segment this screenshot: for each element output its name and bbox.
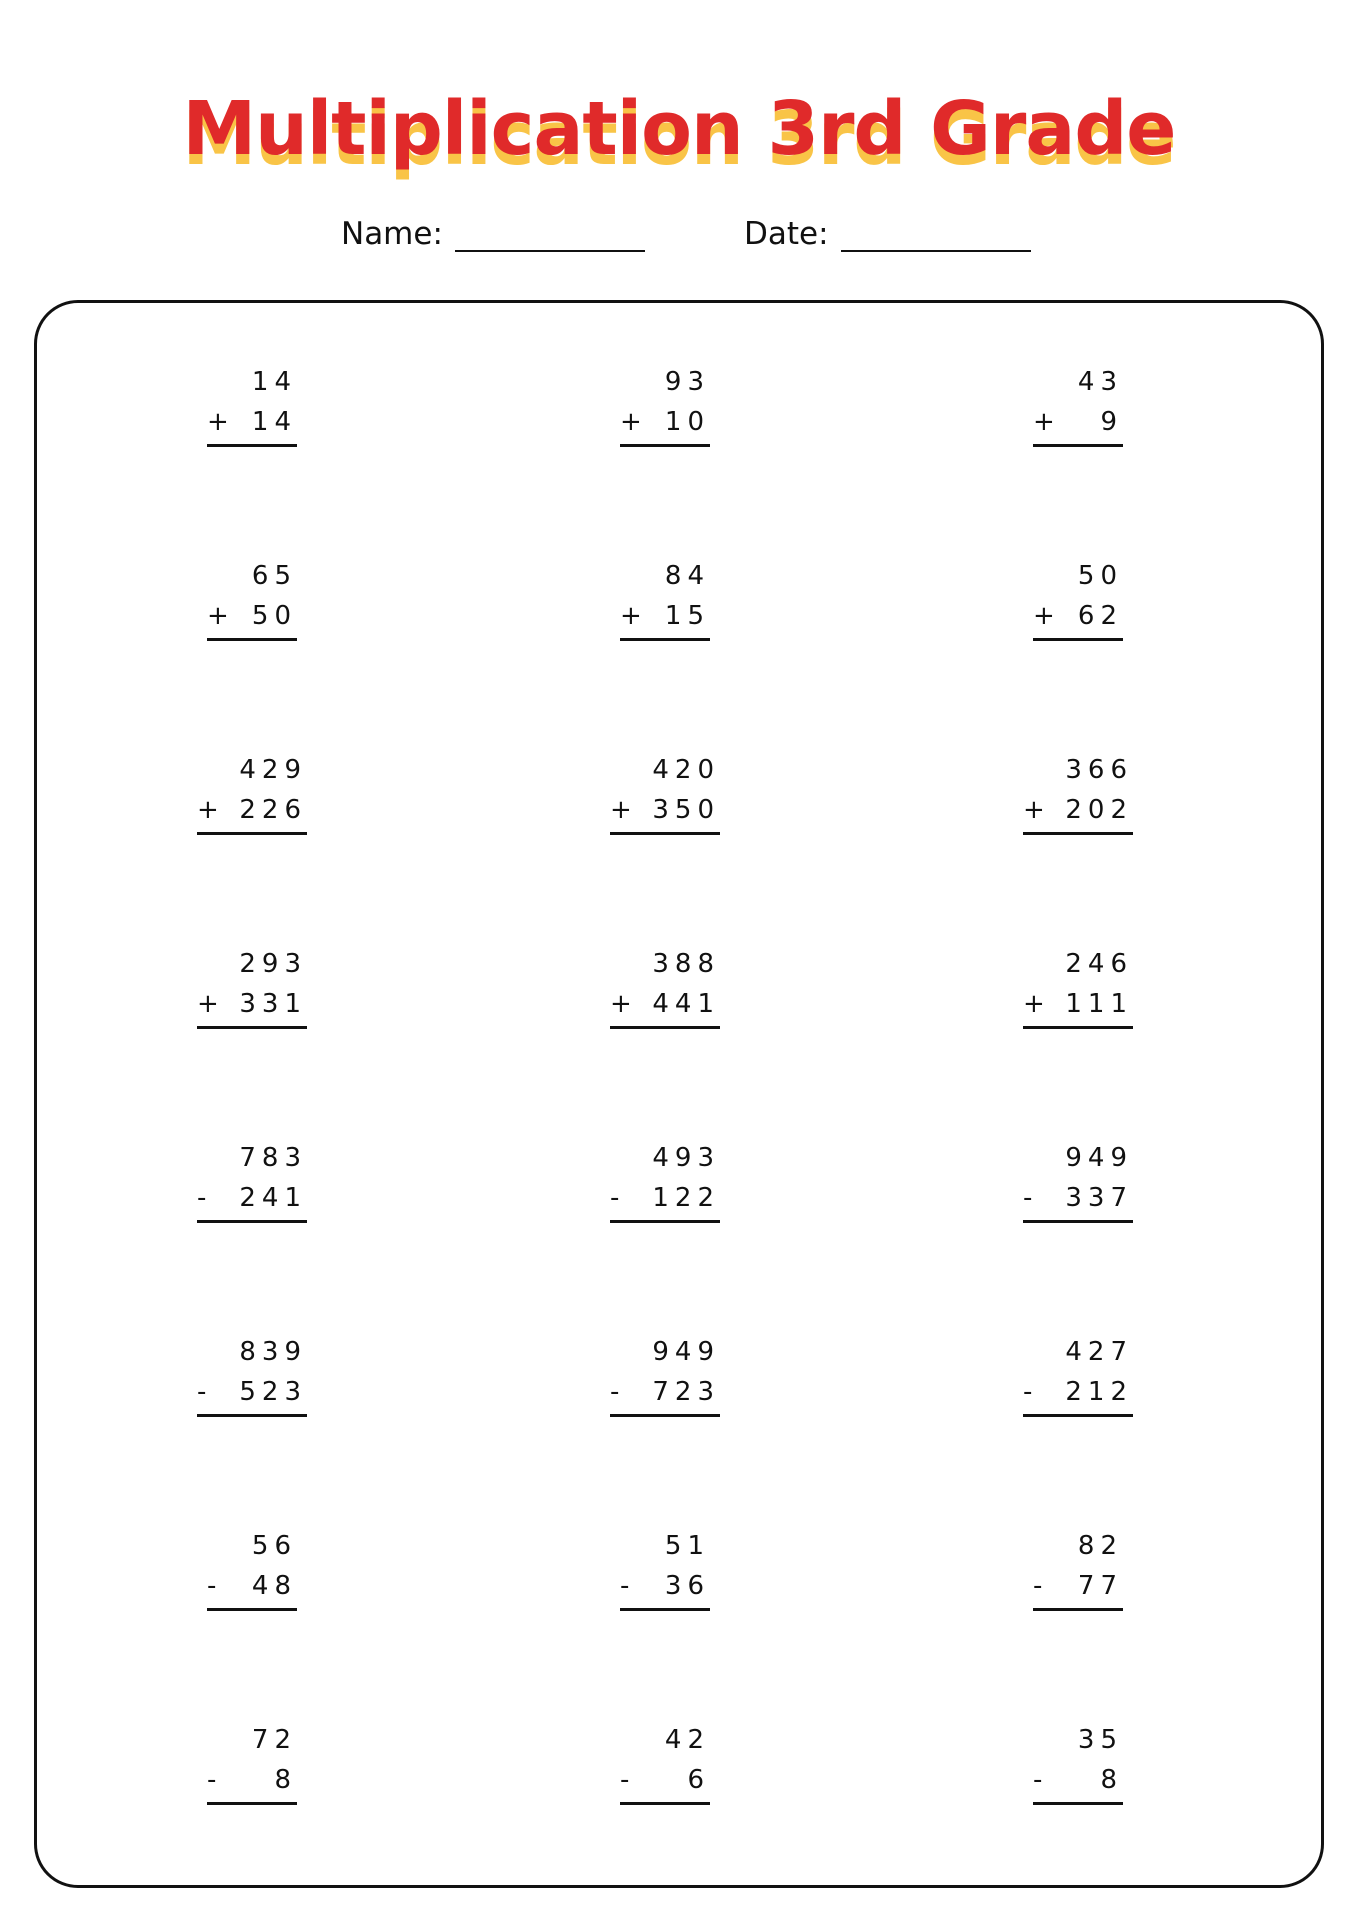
- answer-line[interactable]: [1023, 832, 1133, 835]
- problem-operator: +: [620, 601, 642, 631]
- problem-operator: -: [620, 1571, 630, 1601]
- problem-bottom-number: 523: [239, 1377, 307, 1407]
- problem-bottom-number: 15: [664, 601, 710, 631]
- problem-bottom-number: 48: [251, 1571, 297, 1601]
- problem-operator: +: [1033, 601, 1055, 631]
- problem-top-number: 35: [1077, 1725, 1123, 1755]
- problem-top-number: 839: [239, 1337, 307, 1367]
- problem-top-number: 43: [1077, 367, 1123, 397]
- problem-top-number: 420: [652, 755, 720, 785]
- answer-line[interactable]: [207, 1608, 297, 1611]
- problem-top-number: 82: [1077, 1531, 1123, 1561]
- problem-bottom-number: 202: [1065, 795, 1133, 825]
- problem-10: [197, 944, 307, 1029]
- problem-top-number: 93: [664, 367, 710, 397]
- problem-13: [197, 1138, 307, 1223]
- problem-top-number: 293: [239, 949, 307, 979]
- problem-bottom-number: 50: [251, 601, 297, 631]
- problem-bottom-number: 10: [664, 407, 710, 437]
- problem-operator: -: [197, 1377, 207, 1407]
- problem-top-number: 783: [239, 1143, 307, 1173]
- problem-1: [197, 362, 307, 447]
- problem-20: [610, 1526, 720, 1611]
- problem-bottom-number: 8: [274, 1765, 297, 1795]
- problem-operator: -: [1033, 1571, 1043, 1601]
- problem-2: [610, 362, 720, 447]
- problem-operator: -: [620, 1765, 630, 1795]
- name-blank-line[interactable]: [455, 214, 645, 252]
- problem-operator: +: [197, 989, 219, 1019]
- problem-bottom-number: 77: [1077, 1571, 1123, 1601]
- problem-3: [1023, 362, 1133, 447]
- problem-24: [1023, 1720, 1133, 1805]
- problems-grid: [34, 300, 1324, 1888]
- problem-bottom-number: 723: [652, 1377, 720, 1407]
- problem-9: [1023, 750, 1133, 835]
- answer-line[interactable]: [1033, 444, 1123, 447]
- problem-operator: -: [610, 1183, 620, 1213]
- problem-21: [1023, 1526, 1133, 1611]
- problem-operator: +: [1023, 795, 1045, 825]
- problem-top-number: 50: [1077, 561, 1123, 591]
- problem-8: [610, 750, 720, 835]
- problem-top-number: 949: [652, 1337, 720, 1367]
- answer-line[interactable]: [197, 1220, 307, 1223]
- problem-top-number: 427: [1065, 1337, 1133, 1367]
- answer-line[interactable]: [1023, 1414, 1133, 1417]
- problem-operator: +: [197, 795, 219, 825]
- answer-line[interactable]: [207, 638, 297, 641]
- problem-operator: -: [207, 1571, 217, 1601]
- problem-operator: +: [1033, 407, 1055, 437]
- problem-bottom-number: 8: [1100, 1765, 1123, 1795]
- date-blank-line[interactable]: [841, 214, 1031, 252]
- problem-bottom-number: 350: [652, 795, 720, 825]
- problem-5: [610, 556, 720, 641]
- date-field[interactable]: [744, 214, 1031, 252]
- problem-top-number: 366: [1065, 755, 1133, 785]
- answer-line[interactable]: [610, 1414, 720, 1417]
- problem-operator: -: [1023, 1183, 1033, 1213]
- problem-bottom-number: 111: [1065, 989, 1133, 1019]
- problem-bottom-number: 212: [1065, 1377, 1133, 1407]
- answer-line[interactable]: [620, 444, 710, 447]
- problem-bottom-number: 36: [664, 1571, 710, 1601]
- problem-bottom-number: 337: [1065, 1183, 1133, 1213]
- problem-operator: +: [207, 407, 229, 437]
- problem-bottom-number: 241: [239, 1183, 307, 1213]
- problem-operator: +: [610, 795, 632, 825]
- problem-top-number: 56: [251, 1531, 297, 1561]
- problem-top-number: 14: [251, 367, 297, 397]
- answer-line[interactable]: [197, 1026, 307, 1029]
- problem-operator: -: [207, 1765, 217, 1795]
- answer-line[interactable]: [610, 1026, 720, 1029]
- problem-operator: -: [197, 1183, 207, 1213]
- problem-bottom-number: 62: [1077, 601, 1123, 631]
- answer-line[interactable]: [620, 1608, 710, 1611]
- problem-15: [1023, 1138, 1133, 1223]
- answer-line[interactable]: [610, 832, 720, 835]
- answer-line[interactable]: [197, 832, 307, 835]
- problem-16: [197, 1332, 307, 1417]
- problem-operator: +: [620, 407, 642, 437]
- name-label: Name:: [341, 216, 443, 252]
- answer-line[interactable]: [1023, 1220, 1133, 1223]
- problem-top-number: 51: [664, 1531, 710, 1561]
- problem-17: [610, 1332, 720, 1417]
- problem-top-number: 493: [652, 1143, 720, 1173]
- answer-line[interactable]: [1033, 1608, 1123, 1611]
- date-label: Date:: [744, 216, 829, 252]
- answer-line[interactable]: [1033, 638, 1123, 641]
- student-fields: [0, 214, 1358, 264]
- problem-bottom-number: 441: [652, 989, 720, 1019]
- problem-7: [197, 750, 307, 835]
- answer-line[interactable]: [620, 638, 710, 641]
- problem-operator: +: [610, 989, 632, 1019]
- problem-bottom-number: 122: [652, 1183, 720, 1213]
- problem-bottom-number: 9: [1100, 407, 1123, 437]
- problem-operator: -: [1033, 1765, 1043, 1795]
- problem-operator: -: [610, 1377, 620, 1407]
- problem-bottom-number: 6: [687, 1765, 710, 1795]
- problem-bottom-number: 226: [239, 795, 307, 825]
- problem-bottom-number: 14: [251, 407, 297, 437]
- answer-line[interactable]: [1023, 1026, 1133, 1029]
- problem-bottom-number: 331: [239, 989, 307, 1019]
- problem-top-number: 84: [664, 561, 710, 591]
- problem-top-number: 949: [1065, 1143, 1133, 1173]
- problem-top-number: 72: [251, 1725, 297, 1755]
- problem-6: [1023, 556, 1133, 641]
- answer-line[interactable]: [610, 1220, 720, 1223]
- answer-line[interactable]: [207, 444, 297, 447]
- page-title: Multiplication 3rd Grade: [182, 86, 1176, 172]
- problem-23: [610, 1720, 720, 1805]
- problem-22: [197, 1720, 307, 1805]
- answer-line[interactable]: [207, 1802, 297, 1805]
- answer-line[interactable]: [197, 1414, 307, 1417]
- problem-19: [197, 1526, 307, 1611]
- problem-12: [1023, 944, 1133, 1029]
- problem-14: [610, 1138, 720, 1223]
- problem-11: [610, 944, 720, 1029]
- problem-operator: -: [1023, 1377, 1033, 1407]
- problem-top-number: 246: [1065, 949, 1133, 979]
- problem-18: [1023, 1332, 1133, 1417]
- problem-top-number: 42: [664, 1725, 710, 1755]
- problem-top-number: 65: [251, 561, 297, 591]
- answer-line[interactable]: [1033, 1802, 1123, 1805]
- problem-4: [197, 556, 307, 641]
- name-field[interactable]: [341, 214, 645, 252]
- problem-operator: +: [1023, 989, 1045, 1019]
- answer-line[interactable]: [620, 1802, 710, 1805]
- problem-operator: +: [207, 601, 229, 631]
- problem-top-number: 388: [652, 949, 720, 979]
- problem-top-number: 429: [239, 755, 307, 785]
